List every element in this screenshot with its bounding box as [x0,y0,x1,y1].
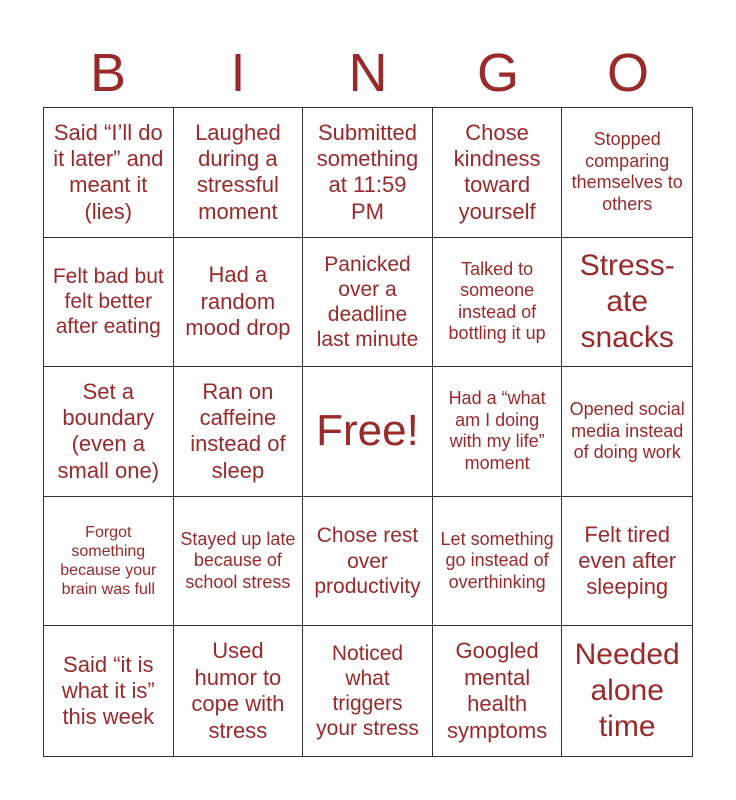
bingo-cell[interactable]: Panicked over a deadline last minute [303,238,433,368]
bingo-cell[interactable]: Said “it is what it is” this week [44,626,174,756]
free-space[interactable]: Free! [303,367,433,497]
header-letter-n: N [348,43,388,103]
header-letter-i: I [230,43,246,103]
bingo-cell[interactable]: Stress-ate snacks [562,238,692,368]
bingo-cell[interactable]: Forgot something because your brain was full [44,497,174,627]
bingo-cell[interactable]: Talked to someone instead of bottling it up [433,238,563,368]
bingo-cell[interactable]: Needed alone time [574,638,680,744]
bingo-cell[interactable]: Stopped comparing themselves to others [562,108,692,238]
bingo-cell[interactable]: Ran on caffeine instead of sleep [174,367,304,497]
bingo-cell[interactable]: Had a “what am I doing with my life” moment [433,367,563,497]
bingo-cell[interactable]: Had a random mood drop [174,238,304,368]
bingo-cell[interactable]: Felt tired even after sleeping [562,497,692,627]
bingo-cell[interactable]: Felt bad but felt better after eating [44,238,174,368]
bingo-cell[interactable]: Chose rest over productivity [303,497,433,627]
bingo-cell[interactable]: Opened social media instead of doing work [562,367,692,497]
bingo-cell[interactable]: Googled mental health symptoms [433,626,563,756]
bingo-header [43,40,693,106]
header-letter-o: O [606,43,649,103]
bingo-cell[interactable]: Stayed up late because of school stress [174,497,304,627]
header-letter-g: G [476,43,519,103]
bingo-board [43,107,693,757]
bingo-cell[interactable]: Submitted something at 11:59 PM [303,108,433,238]
bingo-cell[interactable]: Noticed what triggers your stress [303,626,433,756]
bingo-cell[interactable]: Set a boundary (even a small one) [44,367,174,497]
bingo-cell[interactable]: Let something go instead of overthinking [433,497,563,627]
header-letter-b: B [89,43,127,103]
bingo-cell[interactable]: Chose kindness toward yourself [433,108,563,238]
bingo-cell[interactable]: Used humor to cope with stress [174,626,304,756]
bingo-cell[interactable]: Said “I’ll do it later” and meant it (lies) [44,108,174,238]
bingo-cell[interactable]: Laughed during a stressful moment [174,108,304,238]
